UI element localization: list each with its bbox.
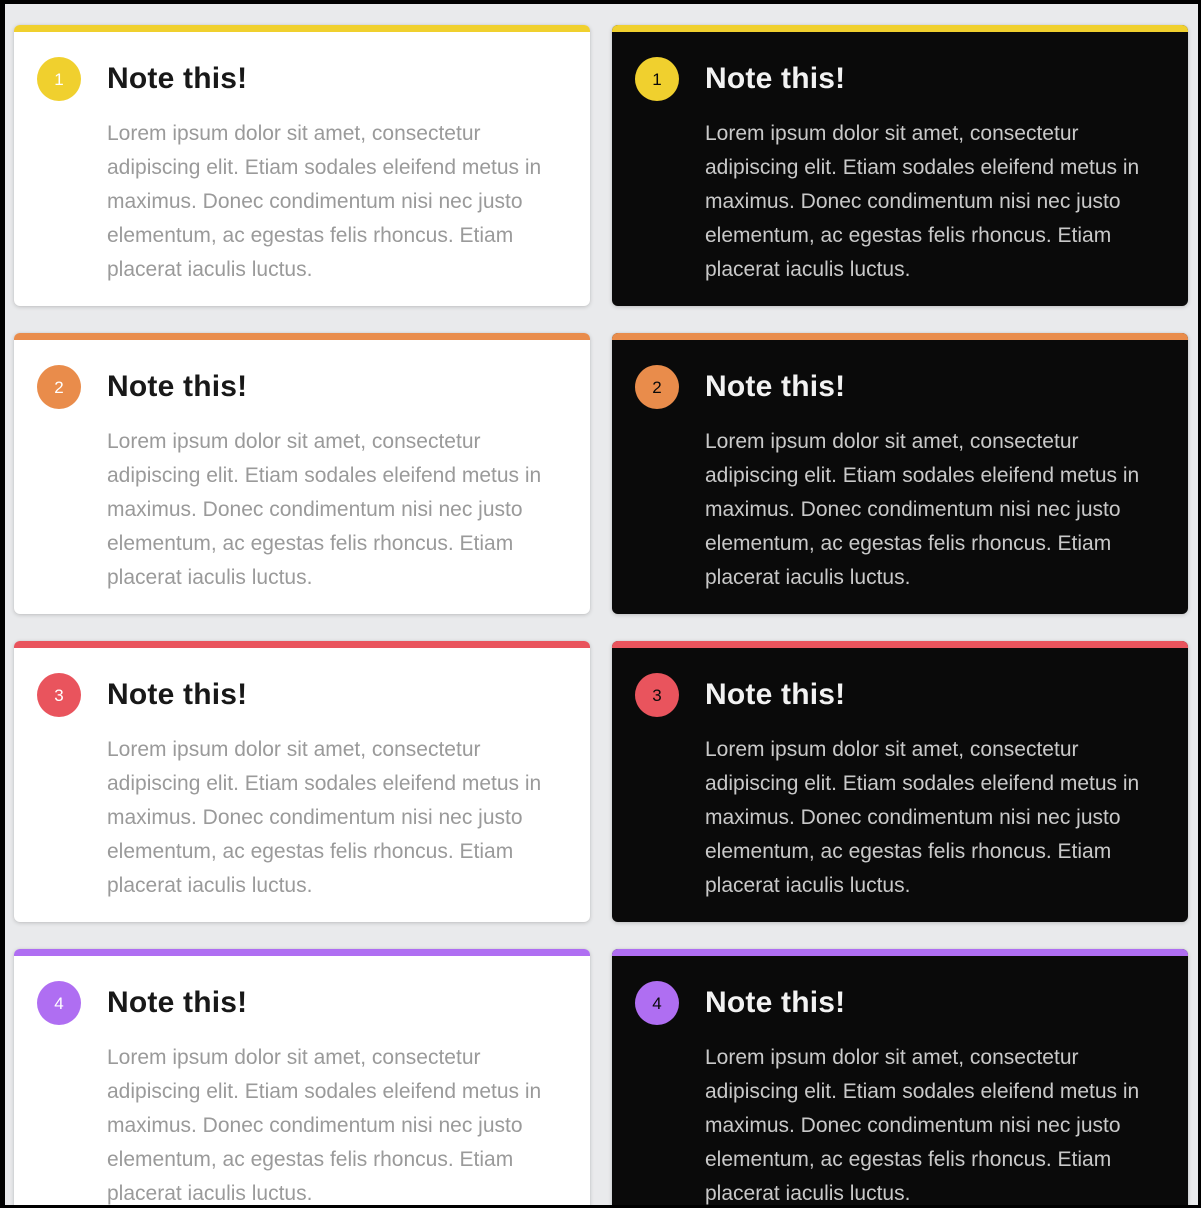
card-body-text: Lorem ipsum dolor sit amet, consectetur adipiscing elit. Etiam sodales eleifend metus in maximus. Donec condimentum nisi nec justo elementum, ac egestas felis rhoncus. Etiam placerat iaculis luctus.	[107, 738, 542, 897]
card-content	[612, 956, 1188, 1205]
card-accent-bar	[14, 25, 590, 32]
card-title: Note this!	[107, 62, 248, 95]
card-accent-bar	[14, 333, 590, 340]
number-badge: 2	[37, 365, 81, 409]
card-body-text: Lorem ipsum dolor sit amet, consectetur adipiscing elit. Etiam sodales eleifend metus in maximus. Donec condimentum nisi nec justo elementum, ac egestas felis rhoncus. Etiam placerat iaculis luctus.	[705, 430, 1140, 589]
card-body-text: Lorem ipsum dolor sit amet, consectetur adipiscing elit. Etiam sodales eleifend metus in maximus. Donec condimentum nisi nec justo elementum, ac egestas felis rhoncus. Etiam placerat iaculis luctus.	[107, 1046, 542, 1205]
number-badge: 2	[635, 365, 679, 409]
card-body-text: Lorem ipsum dolor sit amet, consectetur adipiscing elit. Etiam sodales eleifend metus in maximus. Donec condimentum nisi nec justo elementum, ac egestas felis rhoncus. Etiam placerat iaculis luctus.	[705, 738, 1140, 897]
card-title: Note this!	[107, 678, 248, 711]
card-body-text: Lorem ipsum dolor sit amet, consectetur adipiscing elit. Etiam sodales eleifend metus in maximus. Donec condimentum nisi nec justo elementum, ac egestas felis rhoncus. Etiam placerat iaculis luctus.	[705, 122, 1140, 281]
card-content	[612, 648, 1188, 903]
card-accent-bar	[612, 641, 1188, 648]
page-background	[5, 4, 1198, 1205]
number-badge: 3	[37, 673, 81, 717]
card-content	[612, 32, 1188, 287]
note-card-dark-1	[612, 25, 1188, 306]
card-body-text: Lorem ipsum dolor sit amet, consectetur adipiscing elit. Etiam sodales eleifend metus in maximus. Donec condimentum nisi nec justo elementum, ac egestas felis rhoncus. Etiam placerat iaculis luctus.	[107, 122, 542, 281]
card-accent-bar	[612, 333, 1188, 340]
card-content	[14, 648, 590, 903]
card-accent-bar	[612, 25, 1188, 32]
card-content	[14, 32, 590, 287]
card-accent-bar	[14, 641, 590, 648]
card-title: Note this!	[705, 370, 846, 403]
note-card-light-4	[14, 949, 590, 1205]
number-badge: 1	[37, 57, 81, 101]
card-content	[612, 340, 1188, 595]
card-content	[14, 340, 590, 595]
card-content	[14, 956, 590, 1205]
card-header	[635, 673, 1164, 717]
card-title: Note this!	[107, 370, 248, 403]
note-card-light-1	[14, 25, 590, 306]
card-title: Note this!	[705, 986, 846, 1019]
note-card-dark-4	[612, 949, 1188, 1205]
number-badge: 4	[635, 981, 679, 1025]
number-badge: 4	[37, 981, 81, 1025]
note-card-light-2	[14, 333, 590, 614]
card-header	[37, 365, 566, 409]
card-title: Note this!	[705, 678, 846, 711]
card-accent-bar	[612, 949, 1188, 956]
card-header	[635, 981, 1164, 1025]
number-badge: 3	[635, 673, 679, 717]
cards-grid	[5, 4, 1198, 1205]
card-body-text: Lorem ipsum dolor sit amet, consectetur adipiscing elit. Etiam sodales eleifend metus in maximus. Donec condimentum nisi nec justo elementum, ac egestas felis rhoncus. Etiam placerat iaculis luctus.	[107, 430, 542, 589]
card-header	[635, 57, 1164, 101]
note-card-light-3	[14, 641, 590, 922]
card-title: Note this!	[107, 986, 248, 1019]
card-header	[635, 365, 1164, 409]
number-badge: 1	[635, 57, 679, 101]
card-body-text: Lorem ipsum dolor sit amet, consectetur adipiscing elit. Etiam sodales eleifend metus in maximus. Donec condimentum nisi nec justo elementum, ac egestas felis rhoncus. Etiam placerat iaculis luctus.	[705, 1046, 1140, 1205]
card-header	[37, 673, 566, 717]
card-header	[37, 57, 566, 101]
card-header	[37, 981, 566, 1025]
card-accent-bar	[14, 949, 590, 956]
note-card-dark-2	[612, 333, 1188, 614]
card-title: Note this!	[705, 62, 846, 95]
note-card-dark-3	[612, 641, 1188, 922]
